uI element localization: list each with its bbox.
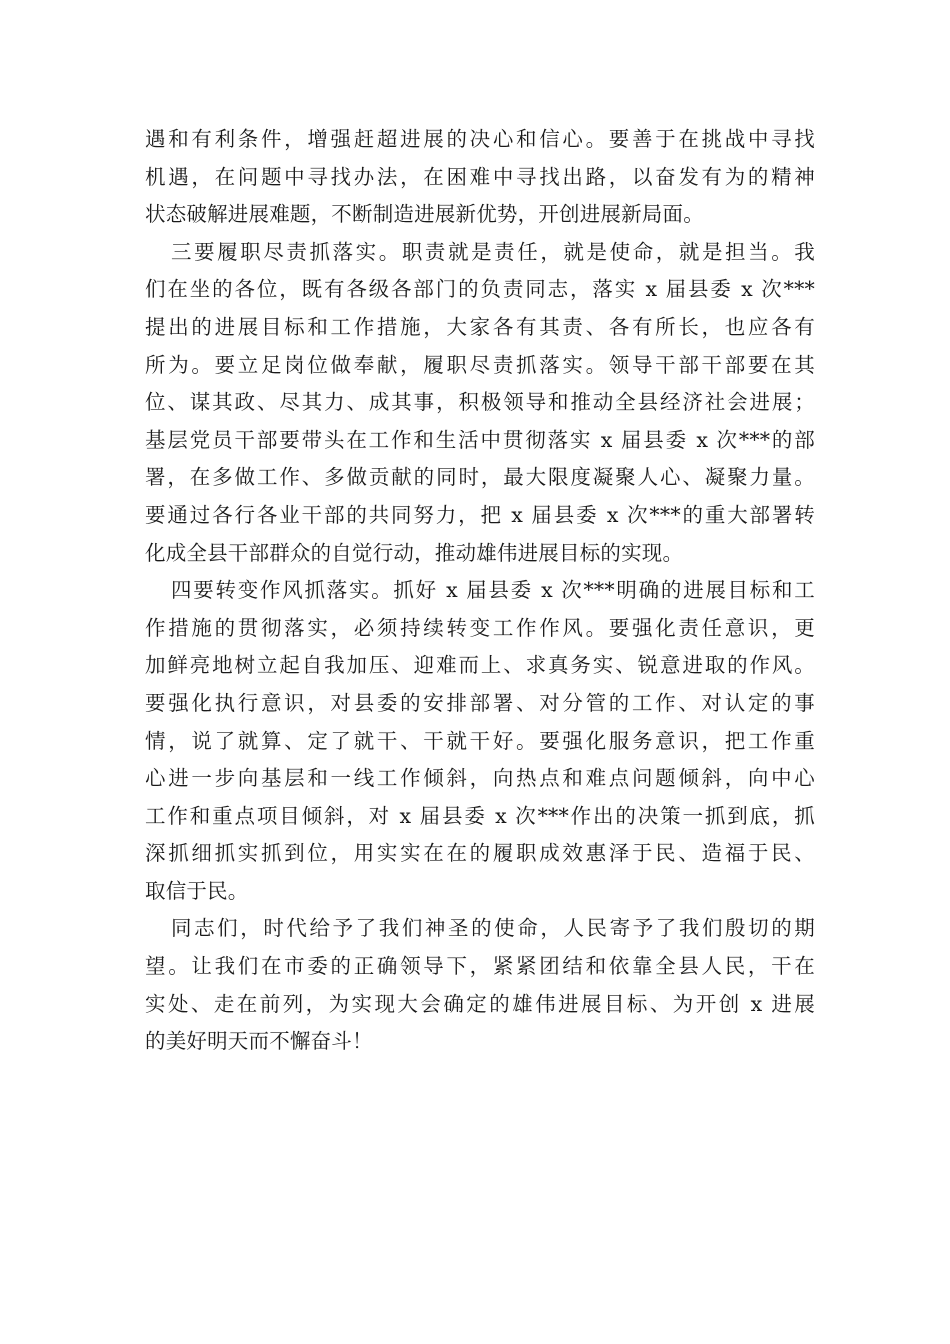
text-line: 遇和有利条件，增强赶超进展的决心和信心。要善于在挑战中寻找 xyxy=(145,127,815,151)
text-line: 机遇，在问题中寻找办法，在困难中寻找出路，以奋发有为的精神 xyxy=(145,164,815,189)
text-line: 们在坐的各位，既有各级各部门的负责同志，落实 x 届县委 x 次*** xyxy=(145,277,815,302)
text-line: 基层党员干部要带头在工作和生活中贯彻落实 x 届县委 x 次***的部 xyxy=(145,427,815,452)
text-line: 望。让我们在市委的正确领导下，紧紧团结和依靠全县人民，干在 xyxy=(145,954,815,979)
paragraph-2 xyxy=(145,234,815,572)
text-line: 化成全县干部群众的自觉行动，推动雄伟进展目标的实现。 xyxy=(145,540,684,565)
text-line: 的美好明天而不懈奋斗！ xyxy=(145,1029,373,1054)
text-line: 同志们，时代给予了我们神圣的使命，人民寄予了我们殷切的期 xyxy=(171,916,815,941)
text-line: 署，在多做工作、多做贡献的同时，最大限度凝聚人心、凝聚力量。 xyxy=(145,465,815,490)
text-line: 作措施的贯彻落实，必须持续转变工作作风。要强化责任意识，更 xyxy=(145,615,815,640)
paragraph-4 xyxy=(145,910,815,1060)
paragraph-3 xyxy=(145,572,815,910)
text-line: 位、谋其政、尽其力、成其事，积极领导和推动全县经济社会进展； xyxy=(145,390,815,415)
text-line: 工作和重点项目倾斜，对 x 届县委 x 次***作出的决策一抓到底，抓 xyxy=(145,803,815,828)
text-line: 加鲜亮地树立起自我加压、迎难而上、求真务实、锐意进取的作风。 xyxy=(145,653,815,678)
text-line: 三要履职尽责抓落实。职责就是责任，就是使命，就是担当。我 xyxy=(171,239,815,264)
paragraph-1 xyxy=(145,121,815,234)
text-line: 状态破解进展难题，不断制造进展新优势，开创进展新局面。 xyxy=(145,202,704,227)
document-body xyxy=(145,121,815,1061)
text-line: 实处、走在前列，为实现大会确定的雄伟进展目标、为开创 x 进展 xyxy=(145,991,815,1016)
text-line: 要通过各行各业干部的共同努力，把 x 届县委 x 次***的重大部署转 xyxy=(145,502,815,527)
text-line: 提出的进展目标和工作措施，大家各有其责、各有所长，也应各有 xyxy=(145,314,815,339)
text-line: 要强化执行意识，对县委的安排部署、对分管的工作、对认定的事 xyxy=(145,690,815,715)
text-line: 四要转变作风抓落实。抓好 x 届县委 x 次***明确的进展目标和工 xyxy=(171,578,815,603)
text-line: 取信于民。 xyxy=(145,878,249,903)
text-line: 深抓细抓实抓到位，用实实在在的履职成效惠泽于民、造福于民、 xyxy=(145,841,815,866)
text-line: 心进一步向基层和一线工作倾斜，向热点和难点问题倾斜，向中心 xyxy=(145,766,815,791)
text-line: 所为。要立足岗位做奉献，履职尽责抓落实。领导干部干部要在其 xyxy=(145,352,815,377)
text-line: 情，说了就算、定了就干、干就干好。要强化服务意识，把工作重 xyxy=(145,728,815,753)
